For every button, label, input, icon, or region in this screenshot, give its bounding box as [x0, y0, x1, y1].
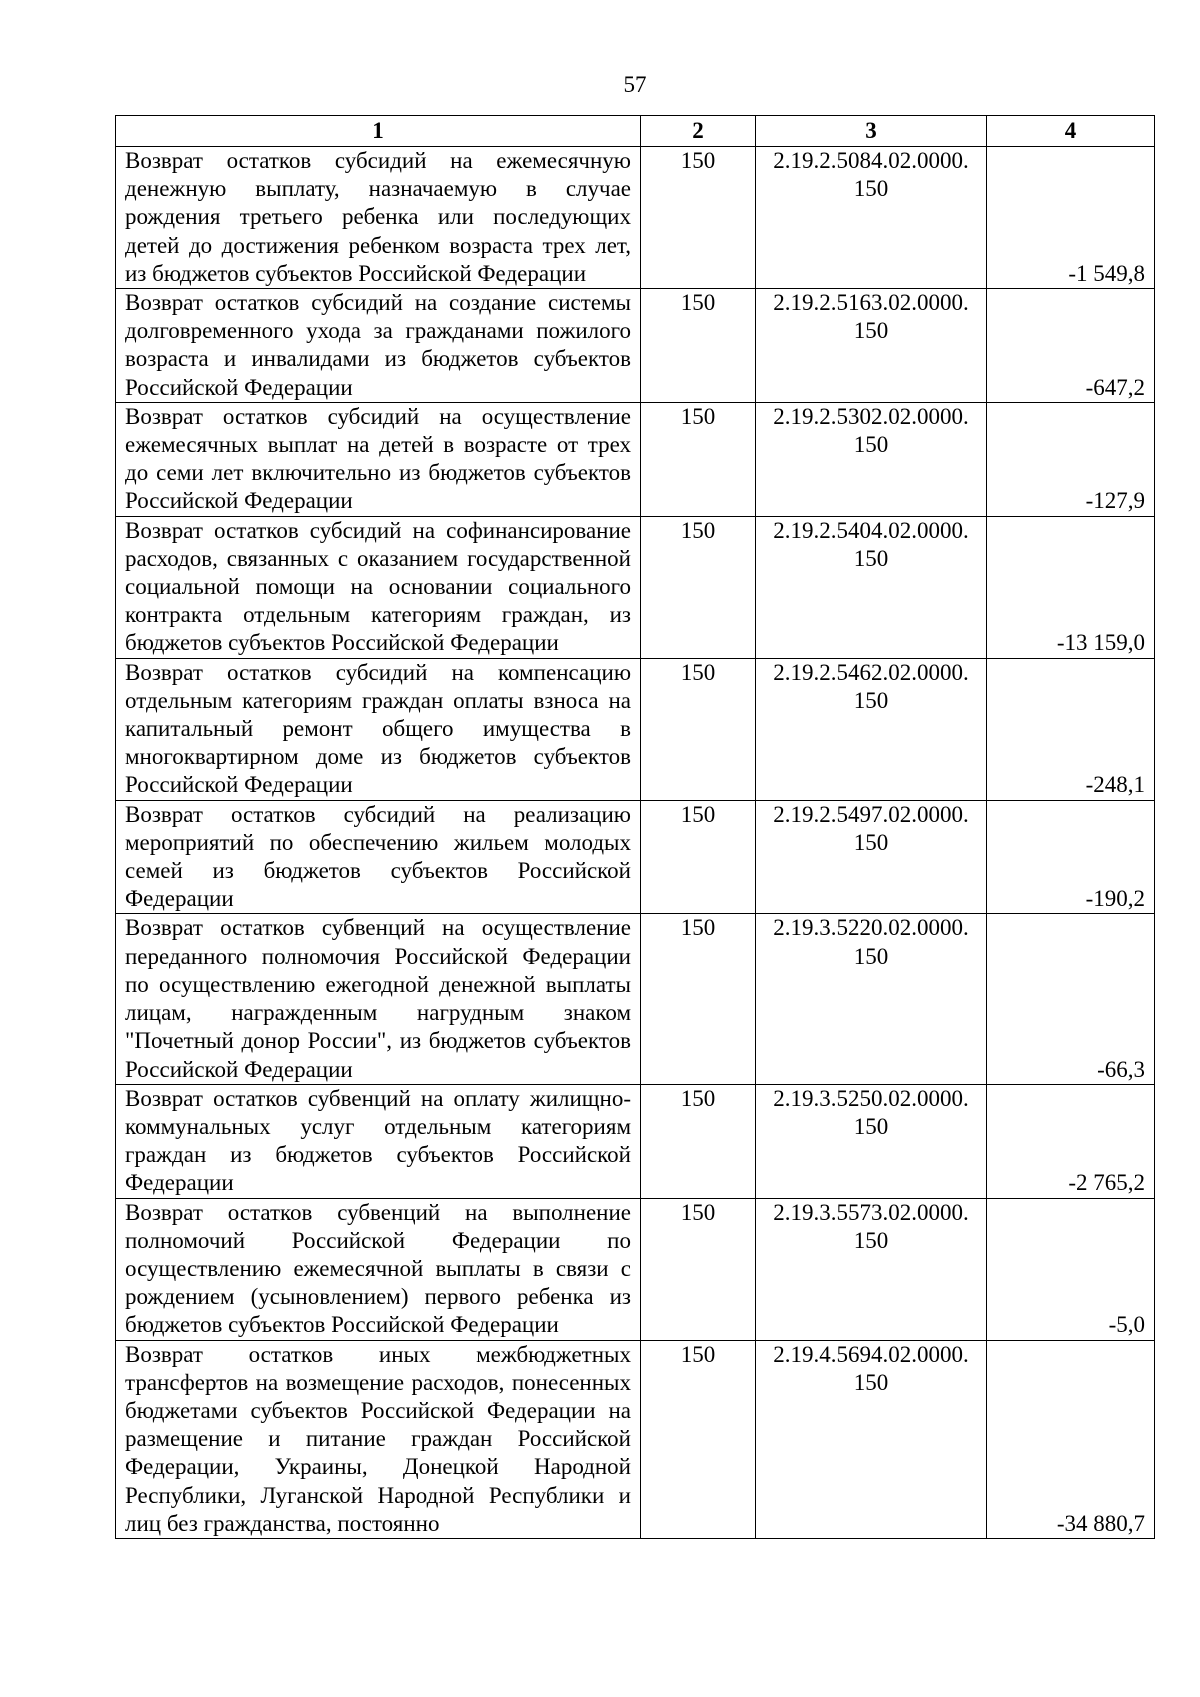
row-code: 150: [641, 1084, 756, 1198]
row-name: Возврат остатков субвенций на осуществление переданного полномочия Российской Федерации по осуществлению ежегодной денежной выплаты лицам, награжденным нагрудным знаком "Почетный донор России", из бюджетов субъектов Российской Федерации: [116, 914, 641, 1084]
table-row: [116, 914, 1155, 1084]
row-kbk: 2.19.2.5497.02.0000. 150: [756, 800, 987, 914]
row-name: Возврат остатков субсидий на создание системы долговременного ухода за гражданами пожилого возраста и инвалидами из бюджетов субъектов Российской Федерации: [116, 289, 641, 403]
row-name: Возврат остатков субсидий на ежемесячную денежную выплату, назначаемую в случае рождения третьего ребенка или последующих детей до достижения ребенком возраста трех лет, из бюджетов субъектов Российской Федерации: [116, 147, 641, 289]
row-amount: -647,2: [987, 289, 1155, 403]
row-amount: -34 880,7: [987, 1340, 1155, 1538]
row-code: 150: [641, 914, 756, 1084]
column-header-3: 3: [756, 116, 987, 147]
row-name: Возврат остатков субвенций на выполнение полномочий Российской Федерации по осуществлению ежемесячной выплаты в связи с рождением (усыновлением) первого ребенка из бюджетов субъектов Российской Федерации: [116, 1198, 641, 1340]
table-row: [116, 289, 1155, 403]
row-kbk: 2.19.4.5694.02.0000. 150: [756, 1340, 987, 1538]
row-kbk: 2.19.3.5250.02.0000. 150: [756, 1084, 987, 1198]
row-code: 150: [641, 289, 756, 403]
row-amount: -13 159,0: [987, 516, 1155, 658]
table-row: [116, 402, 1155, 516]
row-amount: -127,9: [987, 402, 1155, 516]
table-row: [116, 1198, 1155, 1340]
row-kbk: 2.19.2.5302.02.0000. 150: [756, 402, 987, 516]
row-name: Возврат остатков иных межбюджетных трансфертов на возмещение расходов, понесенных бюджетами субъектов Российской Федерации на размещение и питание граждан Российской Федерации, Украины, Донецкой Народной Республики, Луганской Народной Республики и лиц без гражданства, постоянно: [116, 1340, 641, 1538]
table-row: [116, 1340, 1155, 1538]
row-code: 150: [641, 147, 756, 289]
row-code: 150: [641, 1198, 756, 1340]
row-name: Возврат остатков субсидий на реализацию мероприятий по обеспечению жильем молодых семей из бюджетов субъектов Российской Федерации: [116, 800, 641, 914]
row-amount: -190,2: [987, 800, 1155, 914]
row-amount: -5,0: [987, 1198, 1155, 1340]
column-header-1: 1: [116, 116, 641, 147]
row-amount: -66,3: [987, 914, 1155, 1084]
row-code: 150: [641, 402, 756, 516]
row-amount: -2 765,2: [987, 1084, 1155, 1198]
row-name: Возврат остатков субвенций на оплату жилищно-коммунальных услуг отдельным категориям граждан из бюджетов субъектов Российской Федерации: [116, 1084, 641, 1198]
table-row: [116, 147, 1155, 289]
column-header-4: 4: [987, 116, 1155, 147]
row-name: Возврат остатков субсидий на софинансирование расходов, связанных с оказанием государственной социальной помощи на основании социального контракта отдельным категориям граждан, из бюджетов субъектов Российской Федерации: [116, 516, 641, 658]
row-kbk: 2.19.3.5220.02.0000. 150: [756, 914, 987, 1084]
table-row: [116, 516, 1155, 658]
table-row: [116, 658, 1155, 800]
column-header-2: 2: [641, 116, 756, 147]
table-row: [116, 1084, 1155, 1198]
row-code: 150: [641, 516, 756, 658]
row-name: Возврат остатков субсидий на компенсацию отдельным категориям граждан оплаты взноса на капитальный ремонт общего имущества в многоквартирном доме из бюджетов субъектов Российской Федерации: [116, 658, 641, 800]
row-code: 150: [641, 1340, 756, 1538]
page-number: 57: [623, 72, 647, 97]
row-kbk: 2.19.2.5404.02.0000. 150: [756, 516, 987, 658]
row-kbk: 2.19.2.5462.02.0000. 150: [756, 658, 987, 800]
row-name: Возврат остатков субсидий на осуществление ежемесячных выплат на детей в возрасте от трех до семи лет включительно из бюджетов субъектов Российской Федерации: [116, 402, 641, 516]
table-row: [116, 800, 1155, 914]
row-kbk: 2.19.3.5573.02.0000. 150: [756, 1198, 987, 1340]
row-kbk: 2.19.2.5084.02.0000. 150: [756, 147, 987, 289]
row-amount: -1 549,8: [987, 147, 1155, 289]
table-header-row: [116, 116, 1155, 147]
row-amount: -248,1: [987, 658, 1155, 800]
row-kbk: 2.19.2.5163.02.0000. 150: [756, 289, 987, 403]
budget-table: [115, 115, 1155, 1539]
row-code: 150: [641, 800, 756, 914]
row-code: 150: [641, 658, 756, 800]
